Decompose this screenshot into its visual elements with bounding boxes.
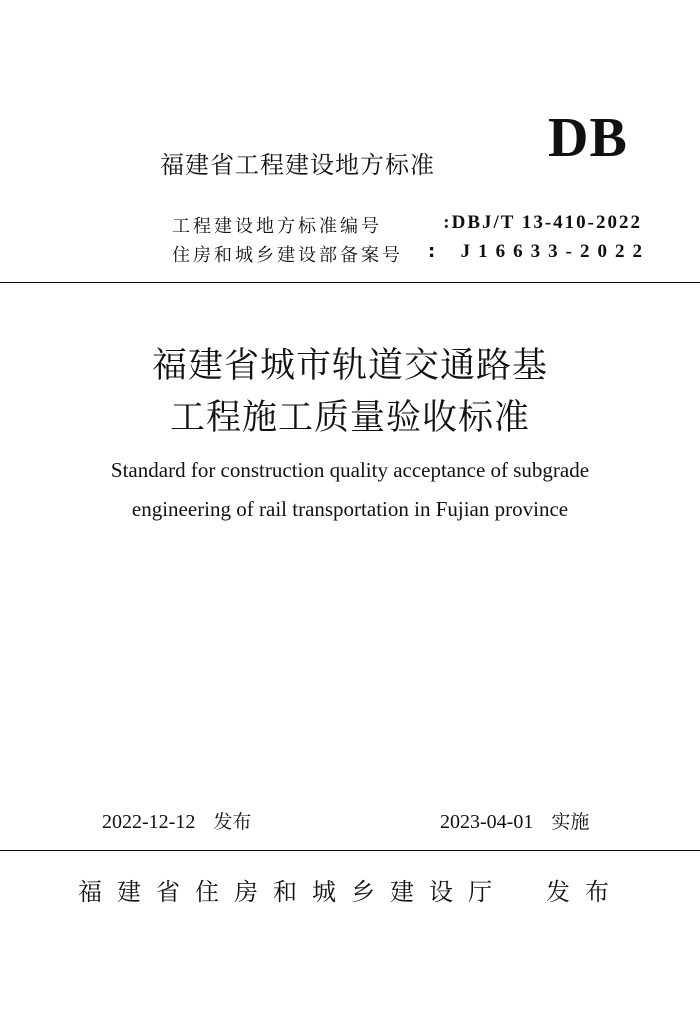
record-number-row	[172, 241, 650, 266]
issue-date: 2022-12-12	[102, 811, 196, 833]
effective-label: 实施	[551, 811, 590, 833]
publisher-action: 发布	[546, 878, 624, 906]
issue-label: 发布	[213, 811, 252, 833]
record-number-colon: :	[428, 241, 436, 262]
standard-category-title: 福建省工程建设地方标准	[160, 151, 435, 179]
effective-date: 2023-04-01	[440, 811, 534, 833]
chinese-title-line-1: 福建省城市轨道交通路基	[151, 346, 548, 386]
english-title-line-1: Standard for construction quality acceptance of subgrade	[110, 458, 590, 482]
top-divider	[0, 282, 700, 283]
bottom-divider	[0, 850, 700, 851]
publisher-name: 福建省住房和城乡建设厅	[78, 878, 507, 906]
db-mark: DB	[548, 107, 628, 169]
standard-number-value: :DBJ/T 13-410-2022	[443, 212, 642, 233]
standard-number-row	[172, 212, 642, 236]
effective-date-group	[440, 807, 589, 834]
record-number-label: 住房和城乡建设部备案号	[172, 245, 403, 266]
standard-number-label: 工程建设地方标准编号	[172, 216, 382, 237]
chinese-title-line-2: 工程施工质量验收标准	[169, 398, 530, 438]
record-number-value: J16633-2022	[460, 241, 650, 262]
issue-date-group	[102, 807, 251, 834]
english-title-line-2: engineering of rail transportation in Fujian province	[131, 497, 569, 521]
